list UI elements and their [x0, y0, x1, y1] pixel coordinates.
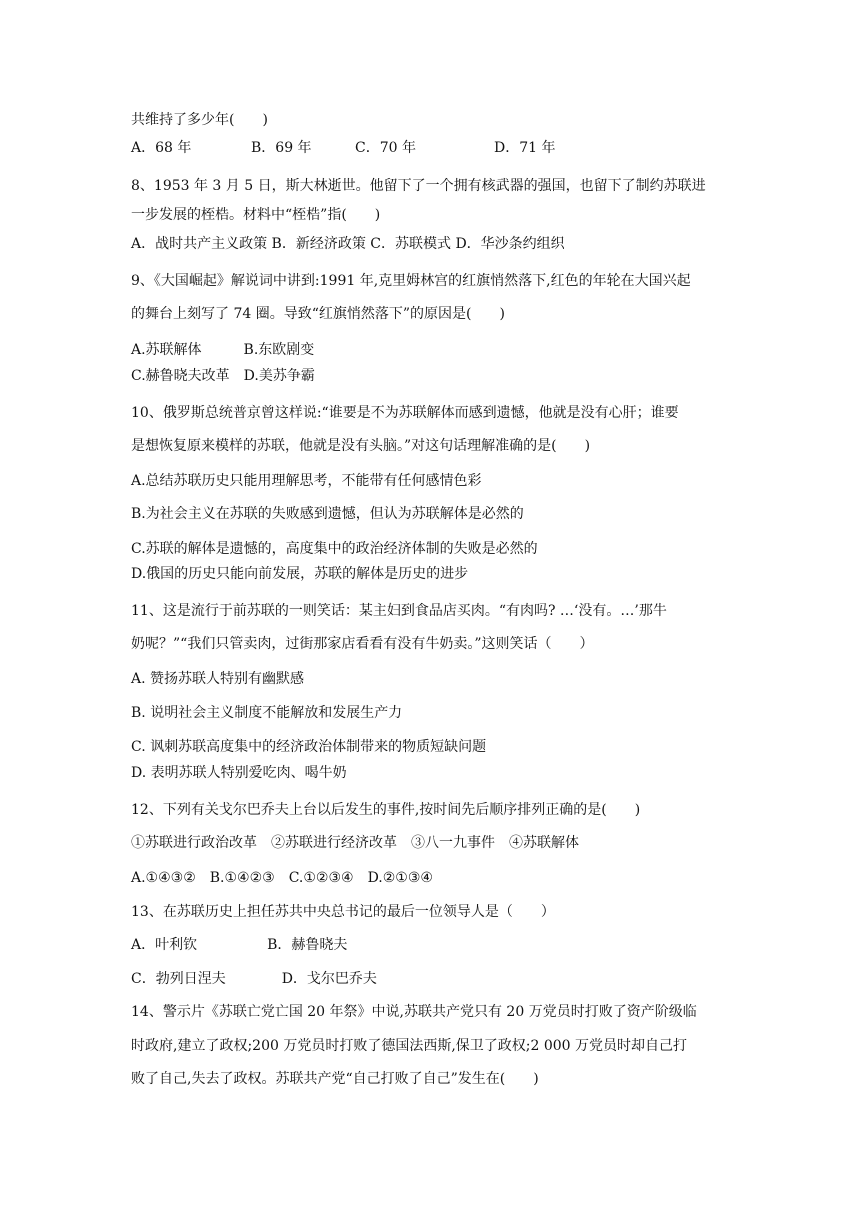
question-14-stem-line-3: 败了自己,失去了政权。苏联共产党“自己打败了自己”发生在( ): [131, 1071, 539, 1087]
question-14-stem-line-2: 时政府,建立了政权;200 万党员时打败了德国法西斯,保卫了政权;2 000 万党员时却自己打: [131, 1038, 688, 1054]
question-7-option-c: C．70 年: [355, 140, 416, 156]
question-10-stem-line-1: 10、俄罗斯总统普京曾这样说:“谁要是不为苏联解体而感到遗憾，他就是没有心肝；谁要: [131, 405, 679, 421]
question-10-option-c: C.苏联的解体是遗憾的，高度集中的政治经济体制的失败是必然的: [131, 541, 538, 557]
question-10-option-a: A.总结苏联历史只能用理解思考，不能带有任何感情色彩: [131, 473, 482, 489]
question-11-stem-line-2: 奶呢？”“我们只管卖肉，过街那家店看看有没有牛奶卖。”这则笑话（ ）: [131, 636, 594, 652]
question-9-options-line-1: A.苏联解体 B.东欧剧变: [131, 342, 315, 358]
question-12-stem-line-2: ①苏联进行政治改革 ②苏联进行经济改革 ③八一九事件 ④苏联解体: [131, 835, 579, 851]
question-13-stem: 13、在苏联历史上担任苏共中央总书记的最后一位领导人是（ ）: [131, 904, 555, 920]
question-11-option-b: B. 说明社会主义制度不能解放和发展生产力: [131, 705, 403, 721]
question-7-option-d: D．71 年: [494, 140, 556, 156]
question-9-options-line-2: C.赫鲁晓夫改革 D.美苏争霸: [131, 368, 315, 384]
question-7-stem-continued: 共维持了多少年( ): [131, 112, 268, 128]
question-11-stem-line-1: 11、这是流行于前苏联的一则笑话：某主妇到食品店买肉。“有肉吗? …‘没有。…’那牛: [131, 603, 667, 619]
question-13-options-line-1: A．叶利钦 B．赫鲁晓夫: [131, 937, 348, 953]
question-7-option-a: A．68 年: [131, 140, 192, 156]
question-10-option-b: B.为社会主义在苏联的失败感到遗憾，但认为苏联解体是必然的: [131, 506, 524, 522]
question-11-option-c: C. 讽刺苏联高度集中的经济政治体制带来的物质短缺问题: [131, 739, 487, 755]
question-9-stem-line-2: 的舞台上刻写了 74 圈。导致“红旗悄然落下”的原因是( ): [131, 306, 505, 322]
question-12-stem-line-1: 12、下列有关戈尔巴乔夫上台以后发生的事件,按时间先后顺序排列正确的是( ): [131, 802, 641, 818]
question-12-options: A.①④③② B.①④②③ C.①②③④ D.②①③④: [131, 870, 433, 886]
question-11-option-d: D. 表明苏联人特别爱吃肉、喝牛奶: [131, 765, 347, 781]
question-10-option-d: D.俄国的历史只能向前发展，苏联的解体是历史的进步: [131, 566, 469, 582]
question-9-stem-line-1: 9、《大国崛起》解说词中讲到:1991 年,克里姆林宫的红旗悄然落下,红色的年轮在大国兴起: [131, 273, 691, 289]
question-8-stem-line-2: 一步发展的桎梏。材料中“桎梏”指( ): [131, 207, 381, 223]
question-14-stem-line-1: 14、警示片《苏联亡党亡国 20 年祭》中说,苏联共产党只有 20 万党员时打败了资产阶级临: [131, 1004, 697, 1020]
question-10-stem-line-2: 是想恢复原来模样的苏联，他就是没有头脑。”对这句话理解准确的是( ): [131, 438, 591, 454]
question-8-stem-line-1: 8、1953 年 3 月 5 日，斯大林逝世。他留下了一个拥有核武器的强国，也留下了制约苏联进: [131, 178, 706, 194]
question-8-options: A．战时共产主义政策 B．新经济政策 C．苏联模式 D．华沙条约组织: [131, 236, 565, 252]
question-13-options-line-2: C．勃列日涅夫 D．戈尔巴乔夫: [131, 971, 377, 987]
question-11-option-a: A. 赞扬苏联人特别有幽默感: [131, 671, 305, 687]
question-7-option-b: B．69 年: [251, 140, 312, 156]
